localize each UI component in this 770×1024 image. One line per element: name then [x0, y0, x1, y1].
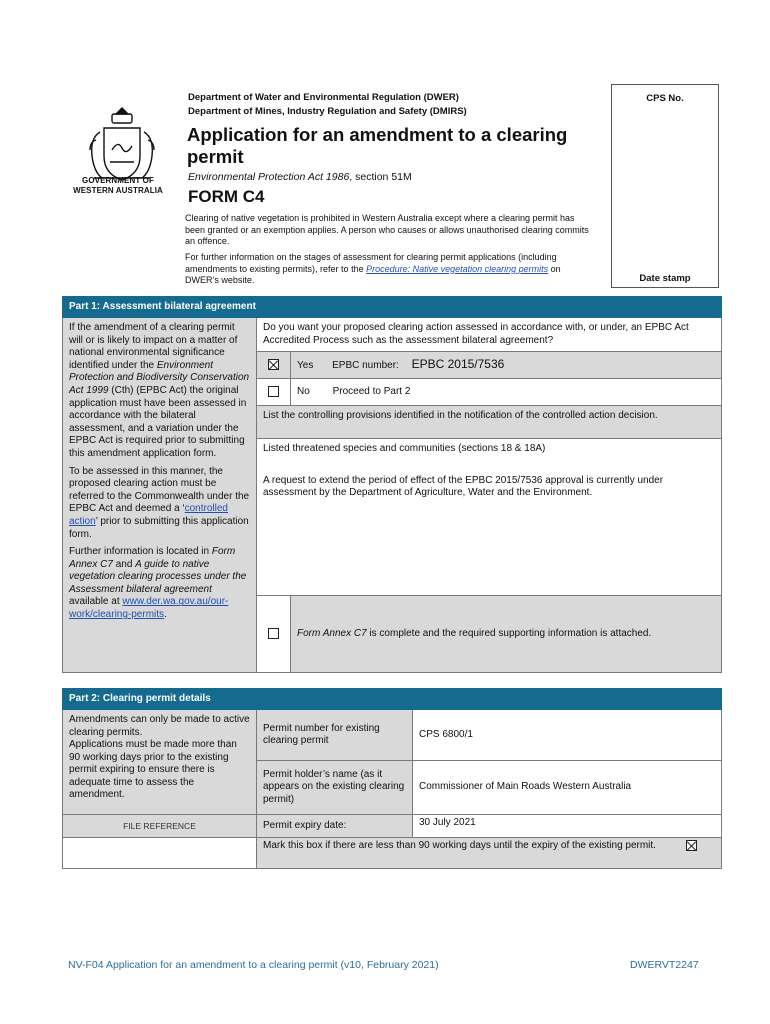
threatened-species-text: Listed threatened species and communities (sections 18 & 18A)	[263, 443, 546, 454]
footer-form-reference: NV-F04 Application for an amendment to a clearing permit (v10, February 2021)	[68, 959, 439, 971]
annex-c7-checkbox[interactable]	[268, 628, 279, 639]
epbc-number-field[interactable]: EPBC 2015/7536	[411, 356, 505, 371]
government-name: GOVERNMENT OF WESTERN AUSTRALIA	[73, 176, 163, 195]
yes-label: Yes	[297, 359, 314, 371]
proceed-part2-label: Proceed to Part 2	[332, 385, 411, 397]
less-than-90-row	[257, 838, 722, 869]
form-title: Application for an amendment to a clearing permit	[187, 124, 568, 167]
annex-c7-statement: Form Annex C7 is complete and the required supporting information is attached.	[291, 596, 722, 673]
no-option	[291, 379, 722, 406]
department-dmirs: Department of Mines, Industry Regulation and Safety (DMIRS)	[188, 106, 467, 117]
annex-checkbox-cell[interactable]	[257, 596, 291, 673]
expiry-date-field[interactable]: 30 July 2021	[413, 815, 722, 838]
no-checkbox[interactable]	[268, 386, 279, 397]
clearing-permits-link[interactable]: www.der.wa.gov.au/our-work/clearing-permits	[69, 596, 229, 621]
cps-office-box	[611, 84, 719, 288]
less-than-90-checkbox[interactable]	[686, 840, 697, 851]
date-stamp-label: Date stamp	[639, 273, 691, 284]
permit-number-label: Permit number for existing clearing permit	[257, 710, 413, 761]
part1-heading: Part 1: Assessment bilateral agreement	[63, 297, 722, 318]
epbc-number-label: EPBC number:	[332, 359, 399, 371]
intro-paragraph: Clearing of native vegetation is prohibited in Western Australia except where a clearing permit has been granted or an exemption applies. A person who causes or allows unauthorised clearing commits an offence.	[185, 213, 589, 246]
intro-paragraph-further-info: For further information on the stages of assessment for clearing permit applications (including amendments to existing permits), refer to the Procedure: Native vegetation clearing permits on DWER’s website.	[185, 252, 561, 285]
part1-table	[62, 296, 722, 673]
file-reference-label: FILE REFERENCE	[63, 815, 257, 838]
part2-table	[62, 688, 722, 869]
controlling-provisions-label: List the controlling provisions identified in the notification of the controlled action decision.	[257, 406, 722, 439]
expiry-date-label: Permit expiry date:	[257, 815, 413, 838]
part2-guidance: Amendments can only be made to active clearing permits. Applications must be made more than 90 working days prior to the existing permit expiring to ensure there is adequate time to assess the amendment.	[63, 710, 257, 815]
cps-no-label: CPS No.	[646, 93, 684, 104]
footer-document-code: DWERVT2247	[630, 959, 699, 971]
yes-checkbox-cell[interactable]	[257, 352, 291, 379]
no-checkbox-cell[interactable]	[257, 379, 291, 406]
permit-number-field[interactable]: CPS 6800/1	[413, 710, 722, 761]
controlling-provisions-field[interactable]	[257, 439, 722, 596]
part1-guidance: If the amendment of a clearing permit will or is likely to impact on a matter of national environmental significance identified under the Environment Protection and Biodiversity Conservation Act 1999 (Cth) (EPBC Act) the original application must have been assessed in accordance with the bilateral assessment, and a variation under the EPBC Act is required prior to submitting this amendment application form. To be assessed in this manner, the proposed clearing action must be referred to the Commonwealth under the EPBC Act and deemed a ‘controlled action’ prior to submitting this application form. Further information is located in Form Annex C7 and A guide to native vegetation clearing processes under the Assessment bilateral agreement available at www.der.wa.gov.au/our-work/clearing-permits.	[63, 318, 257, 673]
procedure-link[interactable]: Procedure: Native vegetation clearing permits	[366, 263, 549, 274]
permit-holder-field[interactable]: Commissioner of Main Roads Western Australia	[413, 761, 722, 815]
no-label: No	[297, 385, 310, 397]
controlled-action-link[interactable]: controlled action	[69, 503, 228, 527]
extension-note-text: A request to extend the period of effect of the EPBC 2015/7536 approval is currently under assessment by the Department of Agriculture, Water and the Environment.	[263, 474, 664, 498]
yes-option	[291, 352, 722, 379]
part2-heading: Part 2: Clearing permit details	[63, 689, 722, 710]
file-reference-field[interactable]	[63, 838, 257, 869]
epbc-question: Do you want your proposed clearing action assessed in accordance with, or under, an EPBC Act Accredited Process such as the assessment bilateral agreement?	[257, 318, 722, 352]
act-reference: Environmental Protection Act 1986, section 51M	[188, 171, 412, 183]
less-than-90-label: Mark this box if there are less than 90 working days until the expiry of the existing permit.	[263, 840, 656, 852]
yes-checkbox[interactable]	[268, 359, 279, 370]
department-dwer: Department of Water and Environmental Regulation (DWER)	[188, 92, 459, 103]
form-number: FORM C4	[188, 187, 265, 206]
permit-holder-label: Permit holder’s name (as it appears on the existing clearing permit)	[257, 761, 413, 815]
